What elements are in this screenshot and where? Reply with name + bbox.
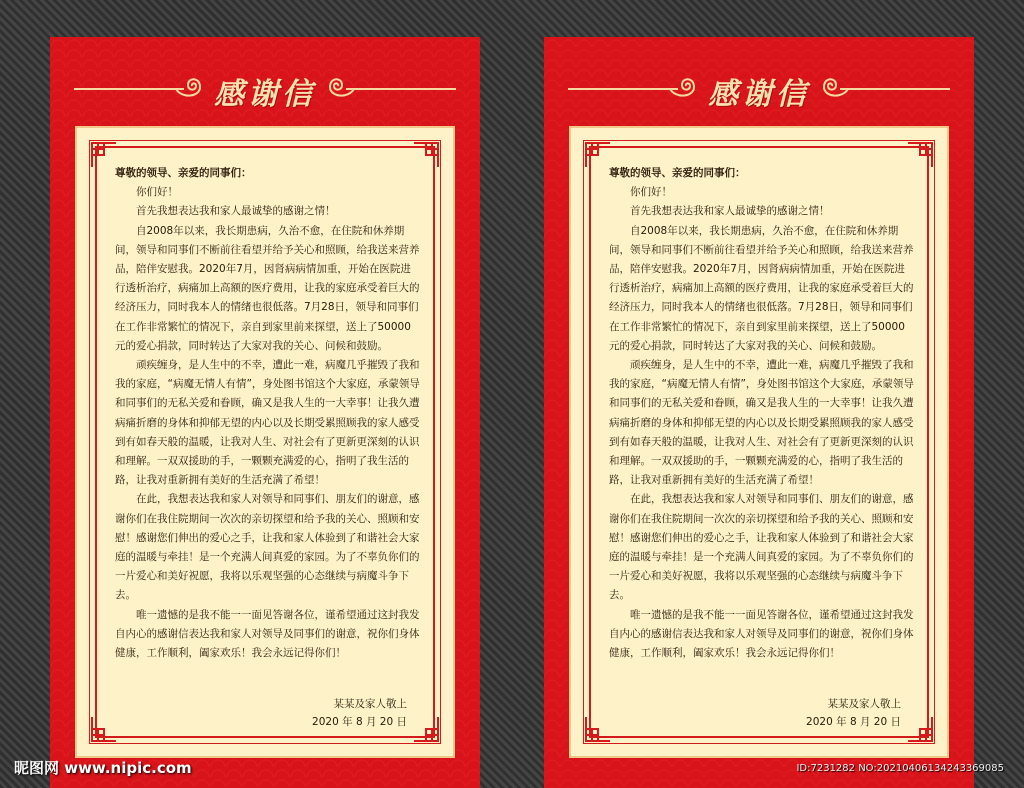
- letter-greeting: 你们好！: [630, 186, 672, 199]
- fret-corner-icon: [412, 715, 440, 743]
- letter-paragraph: 首先我想表达我和家人最诚挚的感谢之情！: [136, 205, 336, 218]
- letter-paper: [569, 126, 949, 758]
- letter-paragraph: 自2008年以来，我长期患病，久治不愈，在住院和休养期间，领导和同事们不断前往看望并给予关心和照顾，给我送来营养品，陪伴安慰我。2020年7月，因肾病病情加重，开始在医院进行透析治疗，病痛加上高额的医疗费用，让我的家庭承受着巨大的经济压力，同时我本人的情绪也很低落。7月28日，领导和同事们在工作非常繁忙的情况下，亲自到家里前来探望，送上了50000元的爱心捐款，同时转达了大家对我的关心、问候和鼓励。: [115, 224, 420, 352]
- site-watermark: 昵图网 www.nipic.com: [14, 759, 192, 777]
- letter-body: [609, 164, 915, 663]
- letter-paragraph: 自2008年以来，我长期患病，久治不愈，在住院和休养期间，领导和同事们不断前往看望并给予关心和照顾，给我送来营养品，陪伴安慰我。2020年7月，因肾病病情加重，开始在医院进行透析治疗，病痛加上高额的医疗费用，让我的家庭承受着巨大的经济压力，同时我本人的情绪也很低落。7月28日，领导和同事们在工作非常繁忙的情况下，亲自到家里前来探望，送上了50000元的爱心捐款，同时转达了大家对我的关心、问候和鼓励。: [609, 224, 914, 352]
- letter-date: 2020 年 8 月 20 日: [806, 716, 901, 728]
- letter-salutation: 尊敬的领导、亲爱的同事们：: [609, 167, 746, 179]
- letter-date: 2020 年 8 月 20 日: [312, 716, 407, 728]
- letter-paragraph: 顽疾缠身，是人生中的不幸，遭此一难，病魔几乎摧毁了我和我的家庭，“病魔无情人有情”，身处图书馆这个大家庭，承蒙领导和同事们的无私关爱和眷顾，确又是我人生的一大幸事！让我久遭病痛折磨的身体和抑郁无望的内心以及长期受累照顾我的家人感受到有如春天般的温暖，让我对人生、对社会有了更新更深刻的认识和理解。一双双援助的手，一颗颗充满爱的心，指明了我生活的路，让我对重新拥有美好的生活充满了希望！: [609, 359, 914, 487]
- letter-signature: 某某及家人敬上: [827, 698, 901, 710]
- fret-corner-icon: [584, 715, 612, 743]
- letter-paragraph: 在此，我想表达我和家人对领导和同事们、朋友们的谢意，感谢你们在我住院期间一次次的亲切探望和给予我的关心、照顾和安慰！感谢您们伸出的爱心之手，让我和家人体验到了和谐社会大家庭的温暖与牵挂！是一个充满人间真爱的家园。为了不辜负你们的一片爱心和美好祝愿，我将以乐观坚强的心态继续与病魔斗争下去。: [609, 493, 914, 602]
- letter-signature: 某某及家人敬上: [333, 698, 407, 710]
- letter-panel-left: [50, 37, 480, 788]
- title-banner: [50, 65, 480, 113]
- letter-panel-right: [544, 37, 974, 788]
- letter-paragraph: 顽疾缠身，是人生中的不幸，遭此一难，病魔几乎摧毁了我和我的家庭，“病魔无情人有情”，身处图书馆这个大家庭，承蒙领导和同事们的无私关爱和眷顾，确又是我人生的一大幸事！让我久遭病痛折磨的身体和抑郁无望的内心以及长期受累照顾我的家人感受到有如春天般的温暖，让我对人生、对社会有了更新更深刻的认识和理解。一双双援助的手，一颗颗充满爱的心，指明了我生活的路，让我对重新拥有美好的生活充满了希望！: [115, 359, 420, 487]
- letter-paragraph: 唯一遗憾的是我不能一一面见答谢各位，谨希望通过这封我发自内心的感谢信表达我和家人对领导及同事们的谢意，祝你们身体健康，工作顺利，阖家欢乐！我会永远记得你们！: [115, 608, 420, 660]
- letter-title: 感谢信: [214, 77, 316, 112]
- fret-corner-icon: [906, 715, 934, 743]
- letter-paper: [75, 126, 455, 758]
- letter-body: [115, 164, 421, 663]
- letter-title: 感谢信: [708, 77, 810, 112]
- letter-salutation: 尊敬的领导、亲爱的同事们：: [115, 167, 252, 179]
- letter-paragraph: 在此，我想表达我和家人对领导和同事们、朋友们的谢意，感谢你们在我住院期间一次次的亲切探望和给予我的关心、照顾和安慰！感谢您们伸出的爱心之手，让我和家人体验到了和谐社会大家庭的温暖与牵挂！是一个充满人间真爱的家园。为了不辜负你们的一片爱心和美好祝愿，我将以乐观坚强的心态继续与病魔斗争下去。: [115, 493, 420, 602]
- fret-corner-icon: [90, 715, 118, 743]
- title-banner: [544, 65, 974, 113]
- letter-paragraph: 唯一遗憾的是我不能一一面见答谢各位，谨希望通过这封我发自内心的感谢信表达我和家人对领导及同事们的谢意，祝你们身体健康，工作顺利，阖家欢乐！我会永远记得你们！: [609, 608, 914, 660]
- letter-greeting: 你们好！: [136, 186, 178, 199]
- fret-corner-icon: [584, 141, 612, 169]
- letter-paragraph: 首先我想表达我和家人最诚挚的感谢之情！: [630, 205, 830, 218]
- fret-corner-icon: [90, 141, 118, 169]
- image-id-watermark: ID:7231282 NO:20210406134243369085: [796, 763, 1004, 774]
